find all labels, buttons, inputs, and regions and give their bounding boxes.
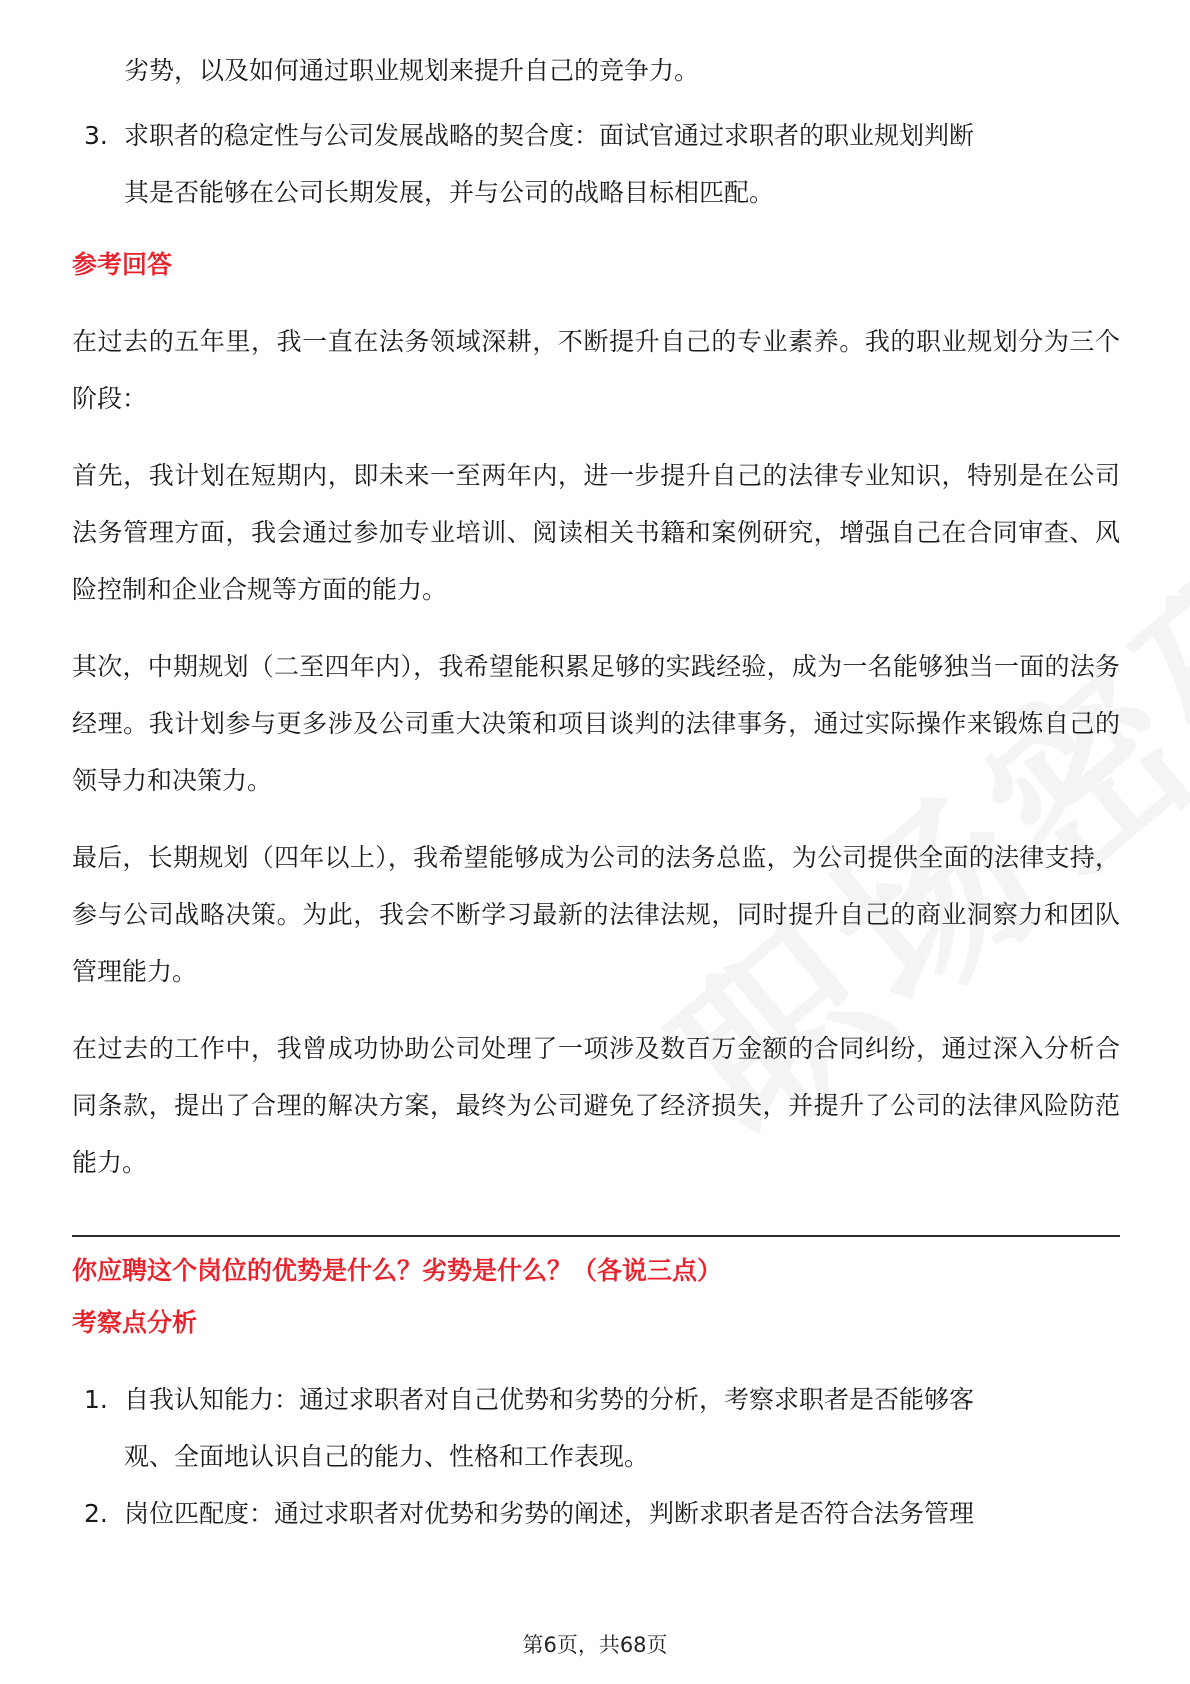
list-number: 2. <box>84 1499 108 1528</box>
list-item-text-line: 求职者的稳定性与公司发展战略的契合度：面试官通过求职者的职业规划判断 <box>124 121 975 150</box>
list-item-3 <box>72 107 1120 221</box>
page-footer: 第6页，共68页 <box>522 1633 668 1657</box>
answer-paragraph: 在过去的工作中，我曾成功协助公司处理了一项涉及数百万金额的合同纠纷，通过深入分析合同条款，提出了合理的解决方案，最终为公司避免了经济损失，并提升了公司的法律风险防范能力。 <box>72 1034 1120 1177</box>
question-title: 你应聘这个岗位的优势是什么？劣势是什么？（各说三点） <box>72 1256 723 1285</box>
list-number: 1. <box>84 1385 108 1414</box>
page-content <box>72 42 1120 1542</box>
section-title-reference-answer: 参考回答 <box>72 250 173 279</box>
list-item-1 <box>72 1371 1120 1485</box>
list-item-text-line: 自我认知能力：通过求职者对自己优势和劣势的分析，考察求职者是否能够客 <box>124 1385 975 1414</box>
list-item-text-line: 观、全面地认识自己的能力、性格和工作表现。 <box>124 1442 650 1471</box>
answer-paragraph: 首先，我计划在短期内，即未来一至两年内，进一步提升自己的法律专业知识，特别是在公司法务管理方面，我会通过参加专业培训、阅读相关书籍和案例研究，增强自己在合同审查、风险控制和企业合规等方面的能力。 <box>72 461 1120 604</box>
answer-paragraph: 在过去的五年里，我一直在法务领域深耕，不断提升自己的专业素养。我的职业规划分为三个阶段： <box>72 327 1120 413</box>
list-item-text-line: 其是否能够在公司长期发展，并与公司的战略目标相匹配。 <box>124 178 775 207</box>
answer-paragraph: 最后，长期规划（四年以上），我希望能够成为公司的法务总监，为公司提供全面的法律支持，参与公司战略决策。为此，我会不断学习最新的法律法规，同时提升自己的商业洞察力和团队管理能力。 <box>72 843 1120 986</box>
list-number: 3. <box>84 121 108 150</box>
list-item-text-line: 岗位匹配度：通过求职者对优势和劣势的阐述，判断求职者是否符合法务管理 <box>124 1499 975 1528</box>
section-title-analysis: 考察点分析 <box>72 1308 198 1337</box>
answer-paragraph: 其次，中期规划（二至四年内），我希望能积累足够的实践经验，成为一名能够独当一面的法务经理。我计划参与更多涉及公司重大决策和项目谈判的法律事务，通过实际操作来锻炼自己的领导力和决策力。 <box>72 652 1120 795</box>
list-item-continuation: 劣势，以及如何通过职业规划来提升自己的竞争力。 <box>124 56 700 85</box>
list-item-2 <box>72 1485 1120 1542</box>
